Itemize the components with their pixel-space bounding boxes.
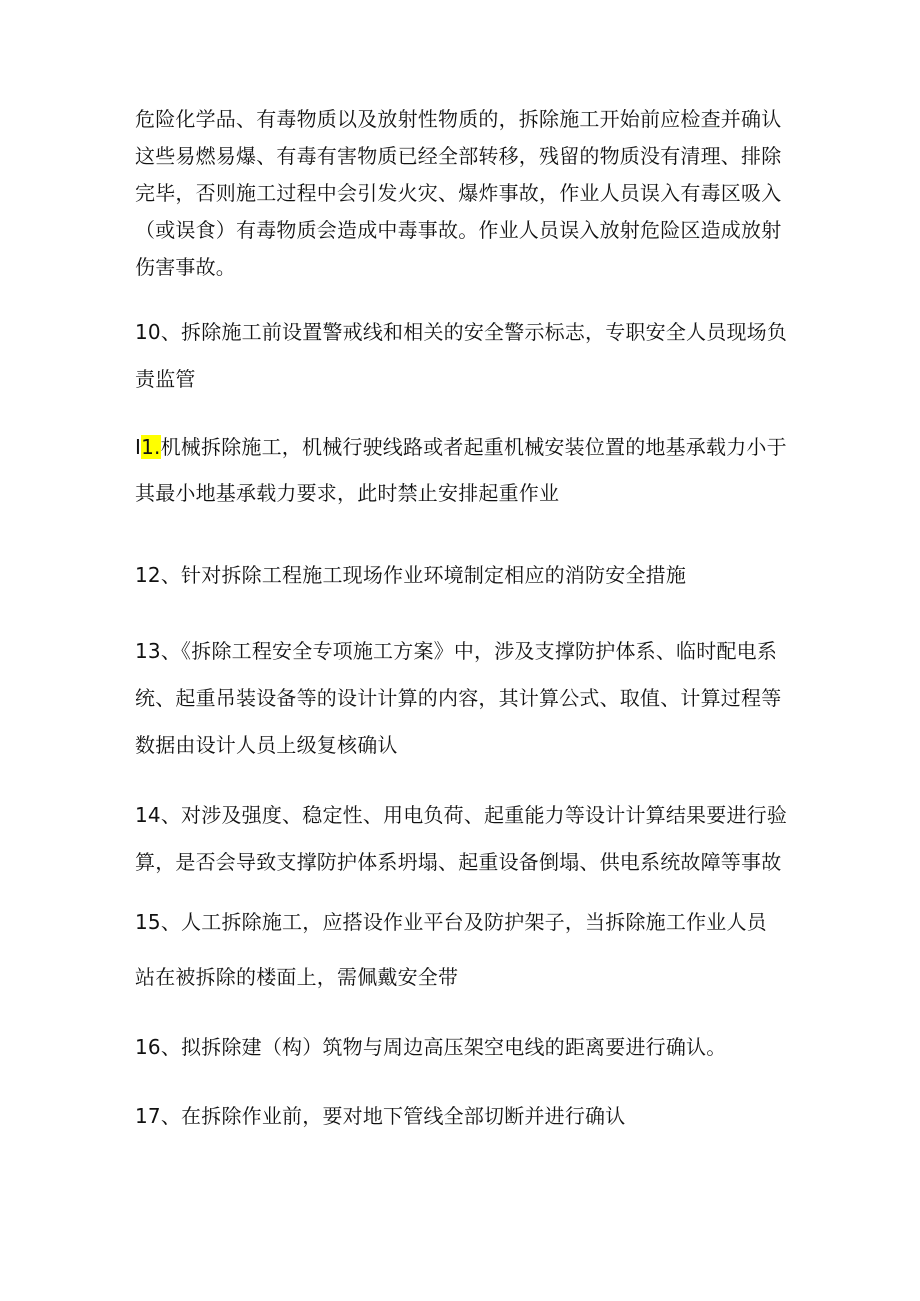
item-13-line-2: 统、起重吊装设备等的设计计算的内容，其计算公式、取值、计算过程等 (135, 686, 782, 710)
item-11-line-1-text: 机械拆除施工，机械行驶线路或者起重机械安装位置的地基承载力小于 (160, 435, 787, 459)
intro-line-2: 这些易燃易爆、有毒有害物质已经全部转移，残留的物质没有清理、排除 (135, 144, 782, 168)
item-17-line-1: 17、在拆除作业前，要对地下管线全部切断并进行确认 (135, 1104, 626, 1128)
item-10-line-2: 责监管 (135, 367, 196, 391)
item-16-line-1: 16、拟拆除建（构）筑物与周边高压架空电线的距离要进行确认。 (135, 1035, 727, 1059)
item-13-line-3: 数据由设计人员上级复核确认 (135, 733, 398, 757)
item-15-line-1: 15、人工拆除施工，应搭设作业平台及防护架子，当拆除施工作业人员 (135, 910, 767, 934)
item-15-line-2: 站在被拆除的楼面上，需佩戴安全带 (135, 965, 459, 989)
item-11-line-1 (135, 433, 787, 461)
item-10-line-1: 10、拆除施工前设置警戒线和相关的安全警示标志，专职安全人员现场负 (135, 320, 788, 344)
intro-line-1: 危险化学品、有毒物质以及放射性物质的，拆除施工开始前应检查并确认 (135, 107, 782, 131)
item-11-highlight: 1. (141, 435, 161, 459)
item-11-prefix: I (135, 435, 142, 459)
intro-line-4: （或误食）有毒物质会造成中毒事故。作业人员误入放射危险区造成放射 (135, 218, 782, 242)
item-14-line-2: 算，是否会导致支撑防护体系坍塌、起重设备倒塌、供电系统故障等事故 (135, 850, 782, 874)
item-12-line-1: 12、针对拆除工程施工现场作业环境制定相应的消防安全措施 (135, 563, 687, 587)
item-11-line-2: 其最小地基承载力要求，此时禁止安排起重作业 (135, 481, 560, 505)
item-13-line-1: 13、《拆除工程安全专项施工方案》中，涉及支撑防护体系、临时配电系 (135, 639, 778, 663)
intro-line-3: 完毕，否则施工过程中会引发火灾、爆炸事故，作业人员误入有毒区吸入 (135, 181, 782, 205)
intro-line-5: 伤害事故。 (135, 255, 236, 279)
item-14-line-1: 14、对涉及强度、稳定性、用电负荷、起重能力等设计计算结果要进行验 (135, 803, 788, 827)
